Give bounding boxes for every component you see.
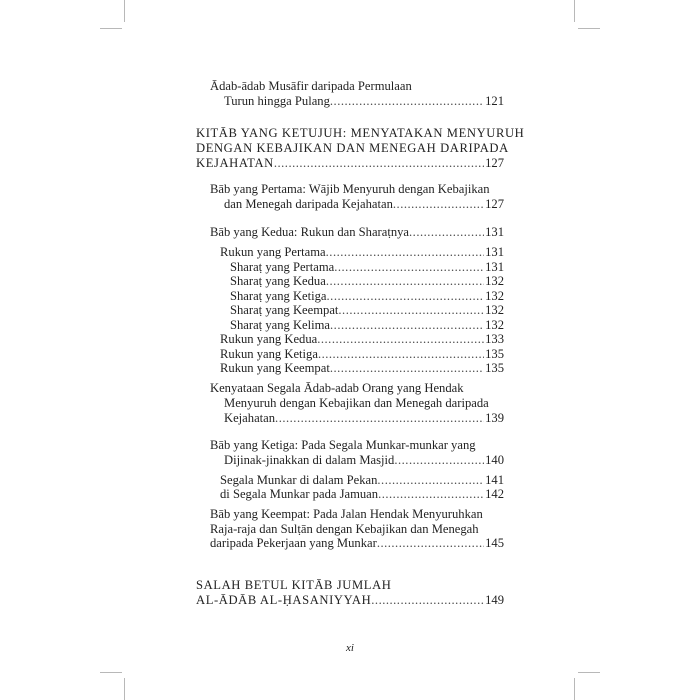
toc-entry-title: Sharaṭ yang Kedua [230,274,326,288]
toc-line: Menyuruh dengan Kebajikan dan Menegah daripada [224,396,489,410]
toc-entry-page: 132 [485,289,504,303]
toc-entry [220,473,504,488]
toc-line: SALAH BETUL KITĀB JUMLAH [196,578,392,592]
toc-line: Bāb yang Ketiga: Pada Segala Munkar-munkar yang [210,438,476,452]
toc-entry-page: 132 [485,318,504,332]
toc-entry [220,347,504,362]
toc-line: DENGAN KEBAJIKAN DAN MENEGAH DARIPADA [196,141,509,155]
dot-leader [318,347,484,362]
toc-entry-page: 140 [485,453,504,467]
dot-leader [377,536,484,551]
toc-entry [224,197,504,212]
toc-entry-page: 121 [485,94,504,108]
toc-entry-page: 135 [485,347,504,361]
toc-entry-title: Bāb yang Kedua: Rukun dan Sharaṭnya [210,225,410,239]
toc-entry-page: 139 [485,411,504,425]
toc-entry [224,453,504,468]
toc-entry [220,361,504,376]
toc-line: Raja-raja dan Sulṭān dengan Kebajikan dan Menegah [210,522,479,536]
toc-entry-page: 135 [485,361,504,375]
toc-entry-title: di Segala Munkar pada Jamuan [220,487,379,501]
toc-entry-title: Rukun yang Keempat [220,361,330,375]
dot-leader [330,318,484,333]
toc-entry-page: 142 [485,487,504,501]
toc-line: KITĀB YANG KETUJUH: MENYATAKAN MENYURUH [196,126,525,140]
toc-entry [210,225,504,240]
dot-leader [334,260,484,275]
toc-entry-page: 131 [485,225,504,239]
toc-entry-title: Sharaṭ yang Pertama [230,260,335,274]
dot-leader [377,473,484,488]
toc-entry [210,536,504,551]
toc-entry-page: 127 [485,156,504,170]
toc-entry-page: 133 [485,332,504,346]
toc-entry-title: AL-ĀDĀB AL-ḤASANIYYAH [196,593,372,607]
toc-entry-title: Kejahatan [224,411,276,425]
dot-leader [317,332,484,347]
toc-entry-title: Rukun yang Kedua [220,332,318,346]
toc-entry-title: Rukun yang Pertama [220,245,326,259]
toc-entry [230,274,504,289]
toc-entry [230,303,504,318]
toc-entry-title: Sharaṭ yang Kelima [230,318,331,332]
dot-leader [326,245,484,260]
dot-leader [275,411,484,426]
toc-entry-title: dan Menegah daripada Kejahatan [224,197,393,211]
toc-entry-page: 141 [485,473,504,487]
dot-leader [371,593,484,608]
toc-entry-title: KEJAHATAN [196,156,274,170]
toc-entry-title: Dijinak-jinakkan di dalam Masjid [224,453,395,467]
dot-leader [378,487,484,502]
toc-entry [220,487,504,502]
dot-leader [409,225,484,240]
toc-entry [230,318,504,333]
toc-line: Bāb yang Keempat: Pada Jalan Hendak Menyuruhkan [210,507,483,521]
dot-leader [326,274,484,289]
toc-entry-title: daripada Pekerjaan yang Munkar [210,536,377,550]
toc-entry-page: 149 [485,593,504,607]
toc-entry-page: 132 [485,274,504,288]
toc-entry [196,156,504,171]
toc-entry [220,245,504,260]
toc-entry-title: Turun hingga Pulang [224,94,330,108]
dot-leader [330,94,484,109]
toc-entry-title: Sharaṭ yang Ketiga [230,289,327,303]
dot-leader [338,303,484,318]
toc-entry-title: Rukun yang Ketiga [220,347,318,361]
toc-line: Ādab-ādab Musāfir daripada Permulaan [210,79,412,93]
toc-line: Bāb yang Pertama: Wājib Menyuruh dengan Kebajikan [210,182,490,196]
toc-entry [196,593,504,608]
dot-leader [274,156,484,171]
toc-entry-title: Segala Munkar di dalam Pekan [220,473,378,487]
toc-entry-page: 132 [485,303,504,317]
toc-line: Kenyataan Segala Ādab-adab Orang yang Hendak [210,381,464,395]
page-number: xi [346,642,354,654]
toc-entry [230,289,504,304]
toc-entry-page: 131 [485,260,504,274]
dot-leader [327,289,485,304]
toc-entry [220,332,504,347]
toc-entry-page: 127 [485,197,504,211]
dot-leader [330,361,484,376]
toc-entry [230,260,504,275]
toc-entry [224,411,504,426]
toc-entry [224,94,504,109]
dot-leader [393,197,484,212]
toc-entry-page: 131 [485,245,504,259]
toc-entry-title: Sharaṭ yang Keempat [230,303,339,317]
dot-leader [394,453,484,468]
toc-entry-page: 145 [485,536,504,550]
